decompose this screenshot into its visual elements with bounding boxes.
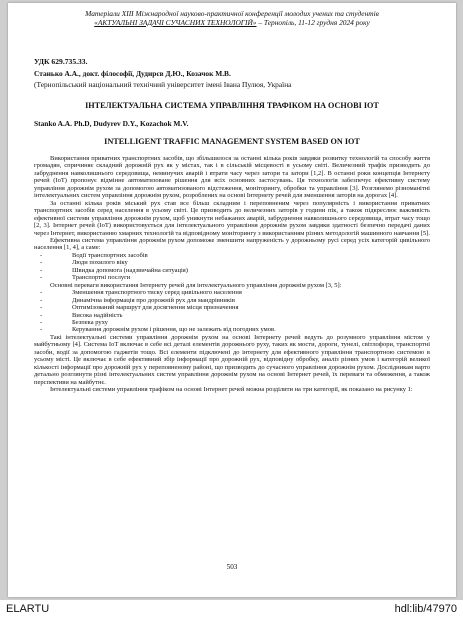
paragraph-urban-traffic: За останні кілька років міський рух став все більш складним і переповненим через популярність і використання приватних транспортних засобів серед населення в усьому світі. Це призводить до величезних заторів у години пік, а також підкреслює важливість ефективної системи управління дорожнім рухом, щоб уникнути небажаних аварій, забруднення навколишнього середовища, втрат часу тощо [2, 3]. Інтернет речей (IoT) використовується для інтелектуального управління дорожнім рухом завдяки здатності безпечно передачі даних через Інтернет, використанню хмарних технологій та відповідному моніторингу з використанням різних методологій машинного навчання [5].: [34, 199, 430, 237]
list-item: - Динамічна інформація про дорожній рух для мандрівників: [40, 296, 235, 304]
title-ukrainian: ІНТЕЛЕКТУАЛЬНА СИСТЕМА УПРАВЛІННЯ ТРАФІКОМ НА ОСНОВІ ІОТ: [85, 101, 379, 110]
paragraph-benefit-groups: Ефективна система управління дорожнім рухом допоможе зменшити напруженість у дорожньому русі серед усіх категорій цивільного населення [1, 4], а саме:: [34, 236, 430, 252]
list-item: - Транспортні послуги: [40, 274, 131, 282]
handle-link[interactable]: hdl:lib/47970: [394, 603, 457, 615]
list-item: - Висока надійність: [40, 311, 123, 319]
conference-header-line1: Матеріали XIII Міжнародної науково-практичної конференції молодих учених та студентів: [85, 9, 379, 18]
document-page: [8, 3, 456, 597]
article-body: [34, 155, 430, 394]
list-item: - Керування дорожнім рухом і рішення, що не залежать від погодних умов.: [40, 326, 276, 334]
authors-ukrainian: Станько А.А., докт. філософії, Дудирєв Д.Ю., Козачок М.В.: [34, 69, 231, 78]
list-item: - Безпека руху: [40, 318, 108, 326]
paragraph-smart-city: Такі інтелектуальні системи управління дорожнім рухом на основі Інтернету речей ведуть до розумного управління містом у майбутньому [4]. Система IoT включає в себе всі деталі елементів дорожнього руху, таких як мости, дороги, тунелі, світлофори, транспортні засоби, водії за допомогою гаджетів тощо. Всі елементи підключені до інтернету для ефективного управління транспортною системою в усьому місті. Це включає в себе ефективний збір інформації про дорожній рух, відповідну обробку, аналіз різних умов і категорій великої кількості інформації про дорожній рух у переповненому районі, що призводить до сучасного управління дорожнім рухом. Дослідникам варто детально розглянути різні інтелектуальних систем управління дорожнім рухом на основі Інтернет речей, їх переваги та обмеження, а також перспективи на майбутнє.: [34, 333, 430, 386]
affiliation: (Тернопільський національний технічний університет імені Івана Пулюя, Україна: [34, 80, 292, 89]
list-advantages: [34, 289, 430, 334]
list-population-groups: [34, 252, 430, 282]
list-item: - Оптимізований маршрут для досягнення місця призначення: [40, 304, 239, 312]
repository-name: ELARTU: [6, 603, 50, 615]
list-item: - Водії транспортних засобів: [40, 251, 148, 259]
authors-english: Stanko A.A. Ph.D, Dudyrev D.Y., Kozachok M.V.: [34, 119, 189, 128]
udk-code: УДК 629.735.33.: [34, 57, 88, 66]
page-number: 503: [226, 563, 238, 571]
conference-place-date: – Тернопіль, 11-12 грудня 2024 року: [256, 18, 370, 27]
conference-name: «АКТУАЛЬНІ ЗАДАЧІ СУЧАСНИХ ТЕХНОЛОГІЙ»: [94, 18, 257, 27]
conference-header-line2: [8, 18, 456, 27]
paragraph-iot-advantages: Основні переваги використання Інтернету речей для інтелектуального управління дорожнім рухом [3, 5]:: [50, 281, 342, 289]
list-item: - Швидка допомога (надзвичайна ситуація): [40, 266, 188, 274]
title-english: INTELLIGENT TRAFFIC MANAGEMENT SYSTEM BASED ON IOT: [104, 137, 360, 146]
list-item: - Зменшення транспортного тиску серед цивільного населення: [40, 289, 242, 297]
repository-footer: [0, 600, 463, 620]
paragraph-intro: Використання приватних транспортних засобів, що збільшилося за останні кілька років завдяки розвитку технологій та способу життя громадян, спричиняє складний дорожній рух як у містах, так і в сільській місцевості в усьому світі. Величезний трафік призводить до забруднення навколишнього середовища, неминучих аварій і втрати часу через затори та затори [1,2]. В останні роки концепція Інтернету речей (IoT) пропонує відмінне автоматизоване рішення для всіх основних застосувань. Ця технологія забезпечує ефективну систему управління дорожнім рухом за допомогою автоматизованого відстеження, моніторингу, обробки та управління [3]. Розглянемо різноманітні інтелектуальних систем управління дорожнім рухом, розроблених на основі Інтернету речей для зменшення заторів на дорогах [4].: [34, 155, 430, 200]
paragraph-categories: Інтелектуальні системи управління трафіком на основі Інтернет речей можна розділити на три категорії, як показано на рисунку 1:: [50, 386, 413, 394]
list-item: - Люди похилого віку: [40, 259, 128, 267]
